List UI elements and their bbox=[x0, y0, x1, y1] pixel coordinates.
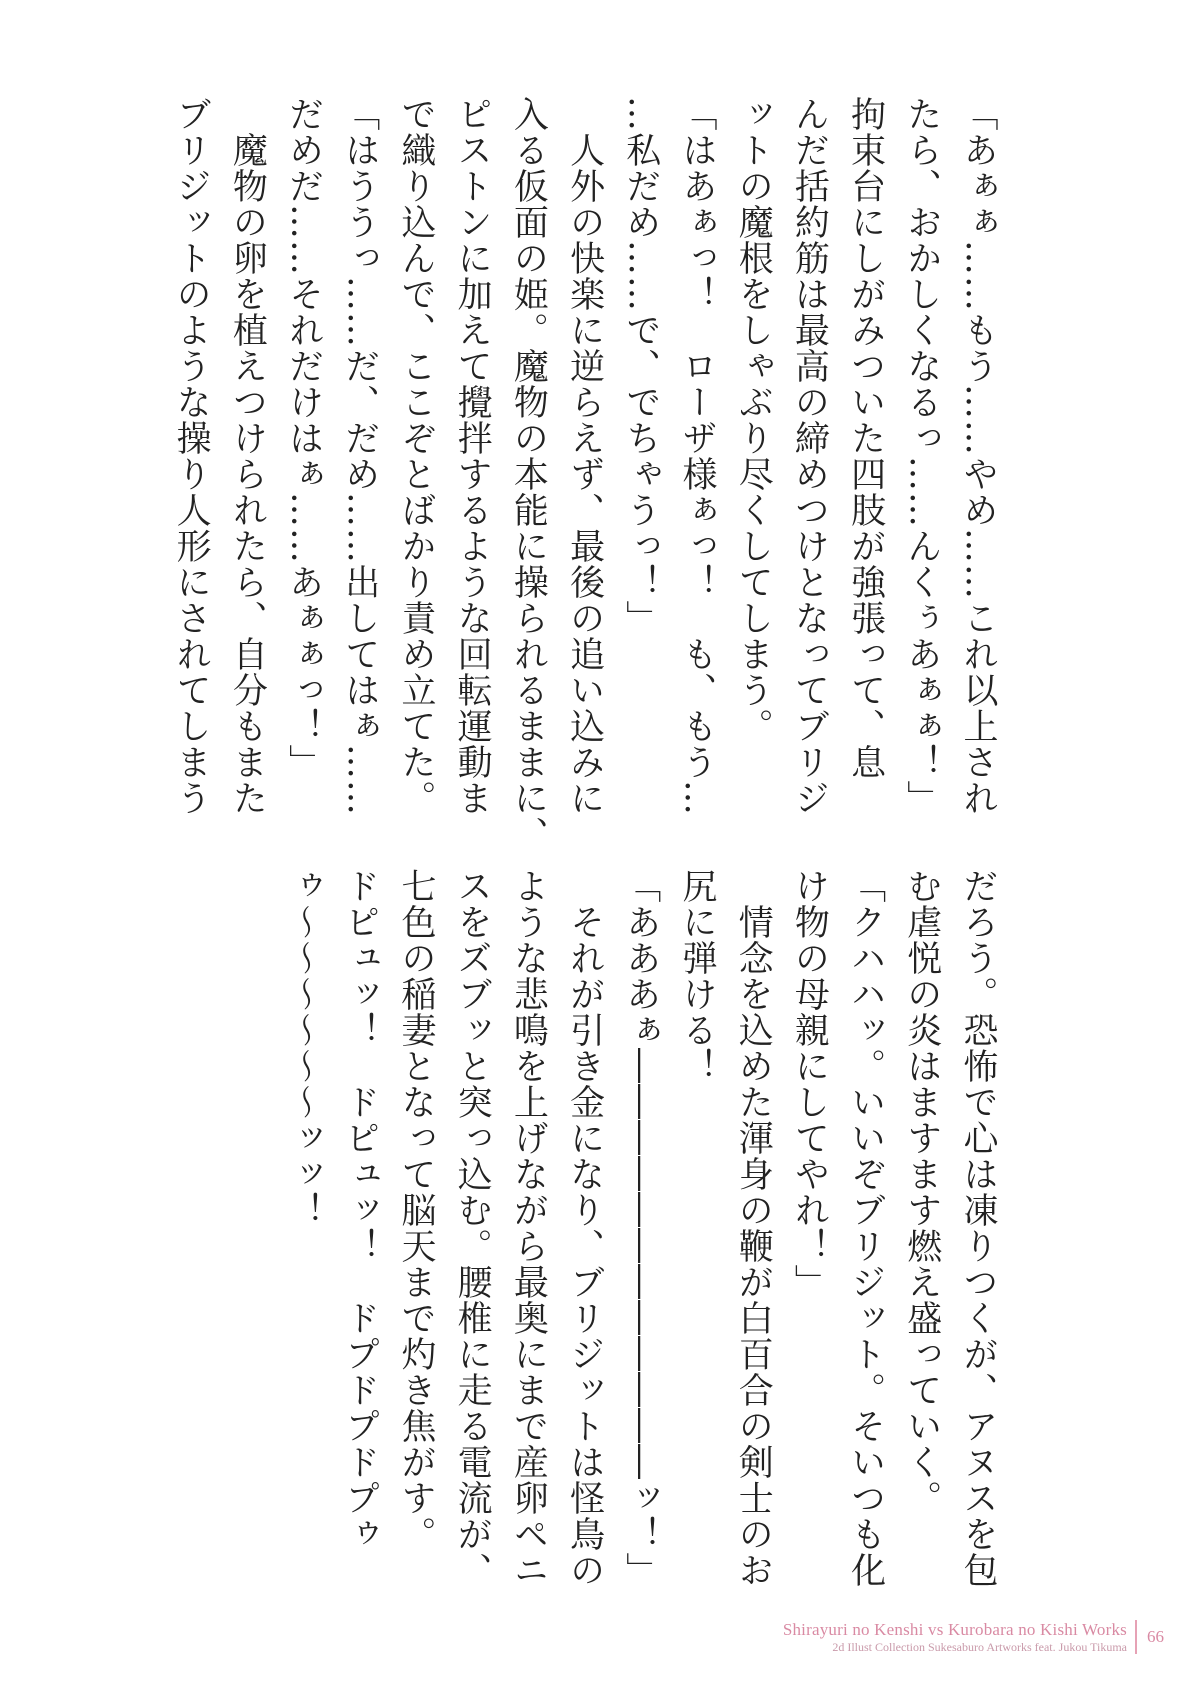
page-footer bbox=[783, 1620, 1164, 1654]
text-line: け物の母親にしてやれ！」 bbox=[789, 868, 830, 1300]
text-line: …私だめ……で、でちゃうっ！」 bbox=[620, 96, 661, 636]
text-line: ゥ～～～～～～ッッ！ bbox=[283, 868, 324, 1228]
text-line: だろう。恐怖で心は凍りつくが、アヌスを包 bbox=[958, 868, 998, 1588]
page-number: 66 bbox=[1147, 1627, 1164, 1646]
text-line: 情念を込めた渾身の鞭が白百合の剣士のお bbox=[733, 868, 774, 1588]
footer-subtitle: 2d Illust Collection Sukesaburo Artworks feat. Jukou Tikuma bbox=[832, 1640, 1127, 1654]
text-line: む虐悦の炎はますます燃え盛っていく。 bbox=[901, 868, 942, 1516]
text-line: 「あああぁ――――――――――――ッ！」 bbox=[620, 868, 661, 1588]
text-line: んだ括約筋は最高の締めつけとなってブリジ bbox=[789, 96, 830, 816]
text-line: スをズブッと突っ込む。腰椎に走る電流が、 bbox=[452, 868, 493, 1588]
text-line: たら、おかしくなるっ……んくぅあぁぁ！」 bbox=[901, 96, 942, 816]
text-line: ットの魔根をしゃぶり尽くしてしまう。 bbox=[733, 96, 774, 744]
text-line: 「あぁぁ……もう……やめ……これ以上され bbox=[958, 96, 998, 816]
footer-titles bbox=[783, 1620, 1137, 1654]
text-line: 拘束台にしがみついた四肢が強張って、息 bbox=[845, 96, 886, 780]
text-block-top bbox=[163, 96, 1006, 852]
text-line: だめだ……それだけはぁ……あぁぁっ！」 bbox=[283, 96, 324, 780]
text-line: 「はううっ……だ、だめ……出してはぁ…… bbox=[339, 96, 380, 816]
text-line: ドピュッ！ ドピュッ！ ドプドプドプゥ bbox=[339, 868, 380, 1552]
text-block-bottom bbox=[275, 868, 1006, 1588]
footer-title: Shirayuri no Kenshi vs Kurobara no Kishi Works bbox=[782, 1620, 1127, 1639]
text-line: ような悲鳴を上げながら最奥にまで産卵ペニ bbox=[508, 868, 549, 1588]
text-line: 「クハハッ。いいぞブリジット。そいつも化 bbox=[845, 868, 886, 1588]
text-line: それが引き金になり、ブリジットは怪鳥の bbox=[564, 868, 605, 1588]
text-line: 「はあぁっ！ ローザ様ぁっ！ も、もう… bbox=[676, 96, 717, 816]
text-line: 人外の快楽に逆らえず、最後の追い込みに bbox=[564, 96, 605, 816]
text-line: ピストンに加えて攪拌するような回転運動ま bbox=[452, 96, 493, 816]
text-line: で織り込んで、ここぞとばかり責め立てた。 bbox=[395, 96, 436, 816]
text-line: 入る仮面の姫。魔物の本能に操られるままに、 bbox=[508, 96, 549, 852]
text-line: 魔物の卵を植えつけられたら、自分もまた bbox=[227, 96, 268, 816]
text-line: 七色の稲妻となって脳天まで灼き焦がす。 bbox=[395, 868, 436, 1552]
text-line: 尻に弾ける！ bbox=[676, 868, 717, 1084]
text-line: ブリジットのような操り人形にされてしまう bbox=[171, 96, 212, 816]
